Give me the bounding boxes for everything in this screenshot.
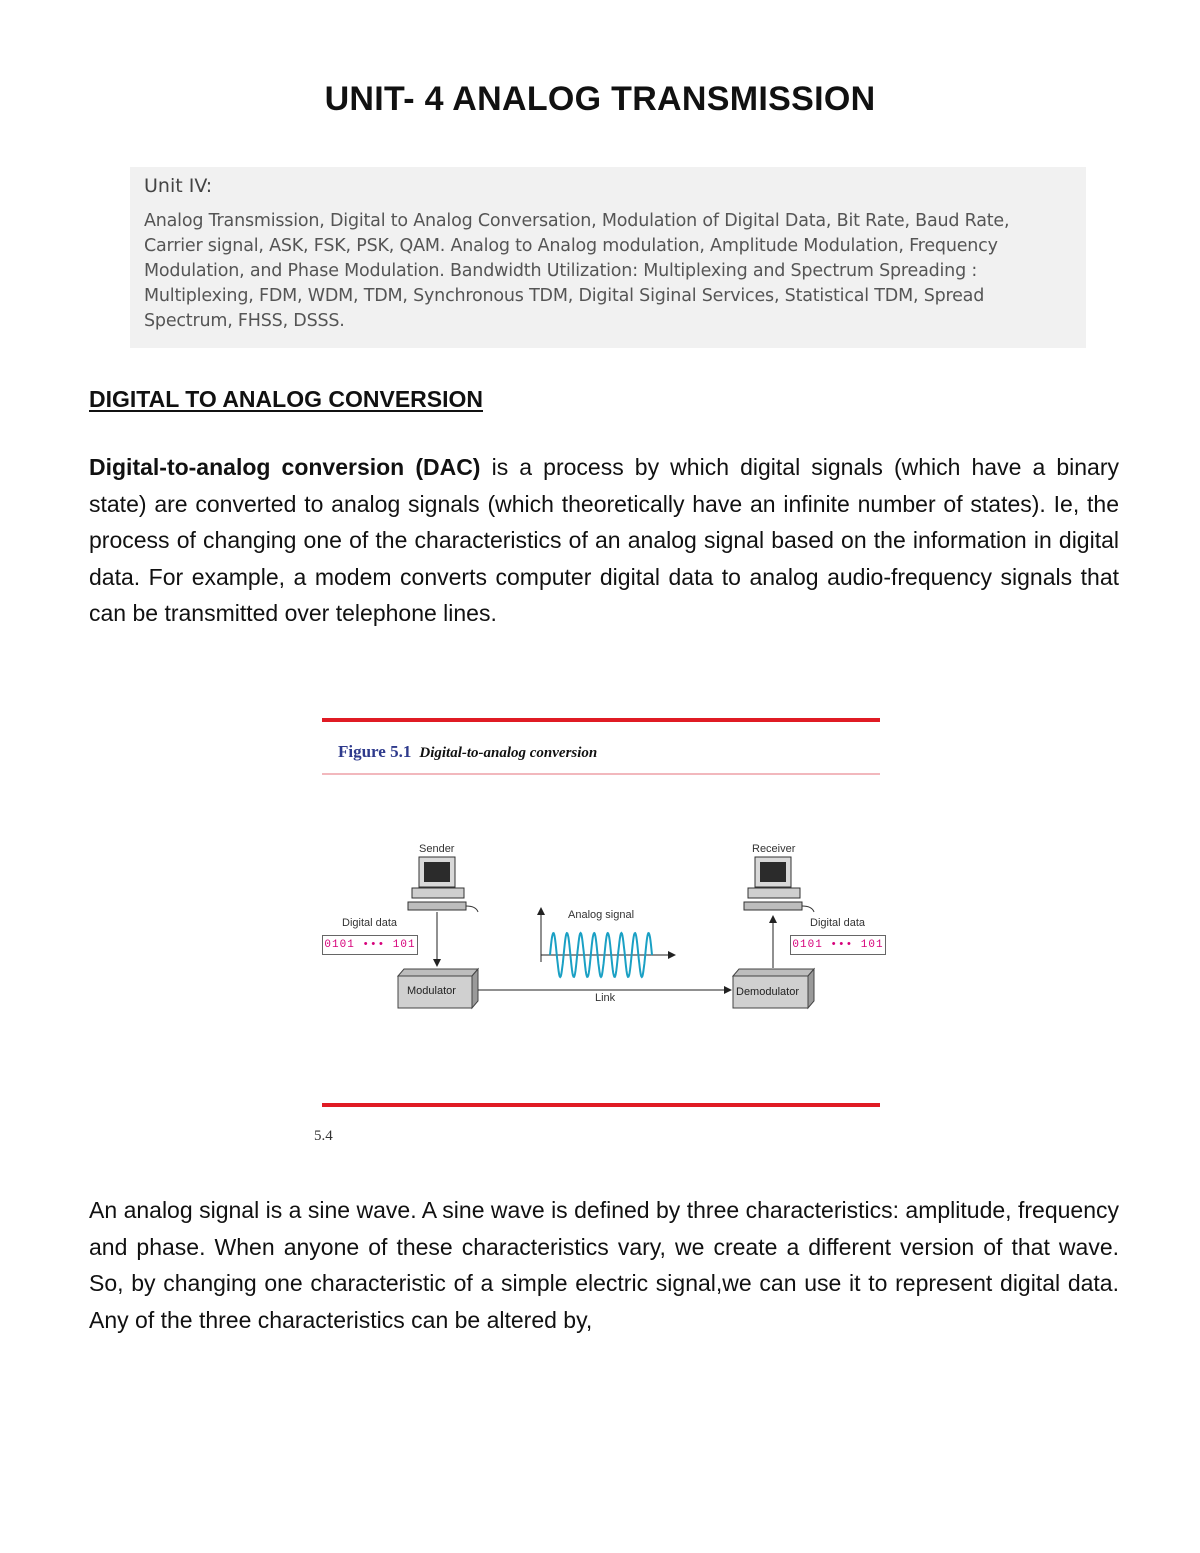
figure-page-number: 5.4 <box>314 1128 333 1144</box>
syllabus-heading: Unit IV: <box>144 175 213 197</box>
demodulator-label: Demodulator <box>736 986 799 998</box>
receiver-label: Receiver <box>752 843 796 855</box>
link-label: Link <box>595 992 616 1004</box>
figure-caption: Digital-to-analog conversion <box>419 745 598 761</box>
figure-5-1 <box>312 712 902 1152</box>
sender-label: Sender <box>419 843 455 855</box>
bottom-red-rule <box>322 1103 880 1107</box>
digital-bits-left: 0101 ••• 101 <box>322 935 418 955</box>
paragraph-dac-definition <box>89 449 1119 632</box>
page-title: UNIT- 4 ANALOG TRANSMISSION <box>324 80 876 118</box>
top-red-rule <box>322 718 880 722</box>
figure-title <box>338 742 597 762</box>
figure-number: Figure 5.1 <box>338 742 412 761</box>
sender-computer-icon <box>408 857 478 912</box>
figure-diagram <box>312 712 902 1152</box>
paragraph-sine-wave: An analog signal is a sine wave. A sine wave is defined by three characteristics: amplitude, frequency and phase. When anyone of these characteristics vary, we create a different version of that wave. So, by changing one characteristic of a simple electric signal,we can use it to represent digital data. Any of the three characteristics can be altered by, <box>89 1197 1119 1333</box>
analog-signal-label: Analog signal <box>568 909 635 921</box>
section-heading: DIGITAL TO ANALOG CONVERSION <box>89 386 483 412</box>
digital-data-right-label: Digital data <box>810 917 866 929</box>
dac-definition-text: is a process by which digital signals (which have a binary state) are converted to analog signals (which theoretically have an infinite number of states). Ie, the process of changing one of the characteristics of an analog signal based on the information in digital data. For example, a modem converts computer digital data to analog audio-frequency signals that can be transmitted over telephone lines. <box>89 454 1120 627</box>
syllabus-box <box>130 167 1086 348</box>
syllabus-body: Analog Transmission, Digital to Analog Conversation, Modulation of Digital Data, Bit Rate, Baud Rate, Carrier signal, ASK, FSK, PSK, QAM. Analog to Analog modulation, Amplitude Modulation, Frequency Modulation, and Phase Modulation. Bandwidth Utilization: Multiplexing and Spectrum Spreading : Multiplexing, FDM, WDM, TDM, Synchronous TDM, Digital Siginal Services, Statistical TDM, Spread Spectrum, FHSS, DSSS. <box>144 211 1010 331</box>
top-pink-rule <box>322 773 880 775</box>
digital-data-left-label: Digital data <box>342 917 398 929</box>
dac-bold-term: Digital-to-analog conversion (DAC) <box>89 454 481 480</box>
digital-bits-right: 0101 ••• 101 <box>790 935 886 955</box>
receiver-computer-icon <box>744 857 814 912</box>
modulator-label: Modulator <box>407 985 456 997</box>
